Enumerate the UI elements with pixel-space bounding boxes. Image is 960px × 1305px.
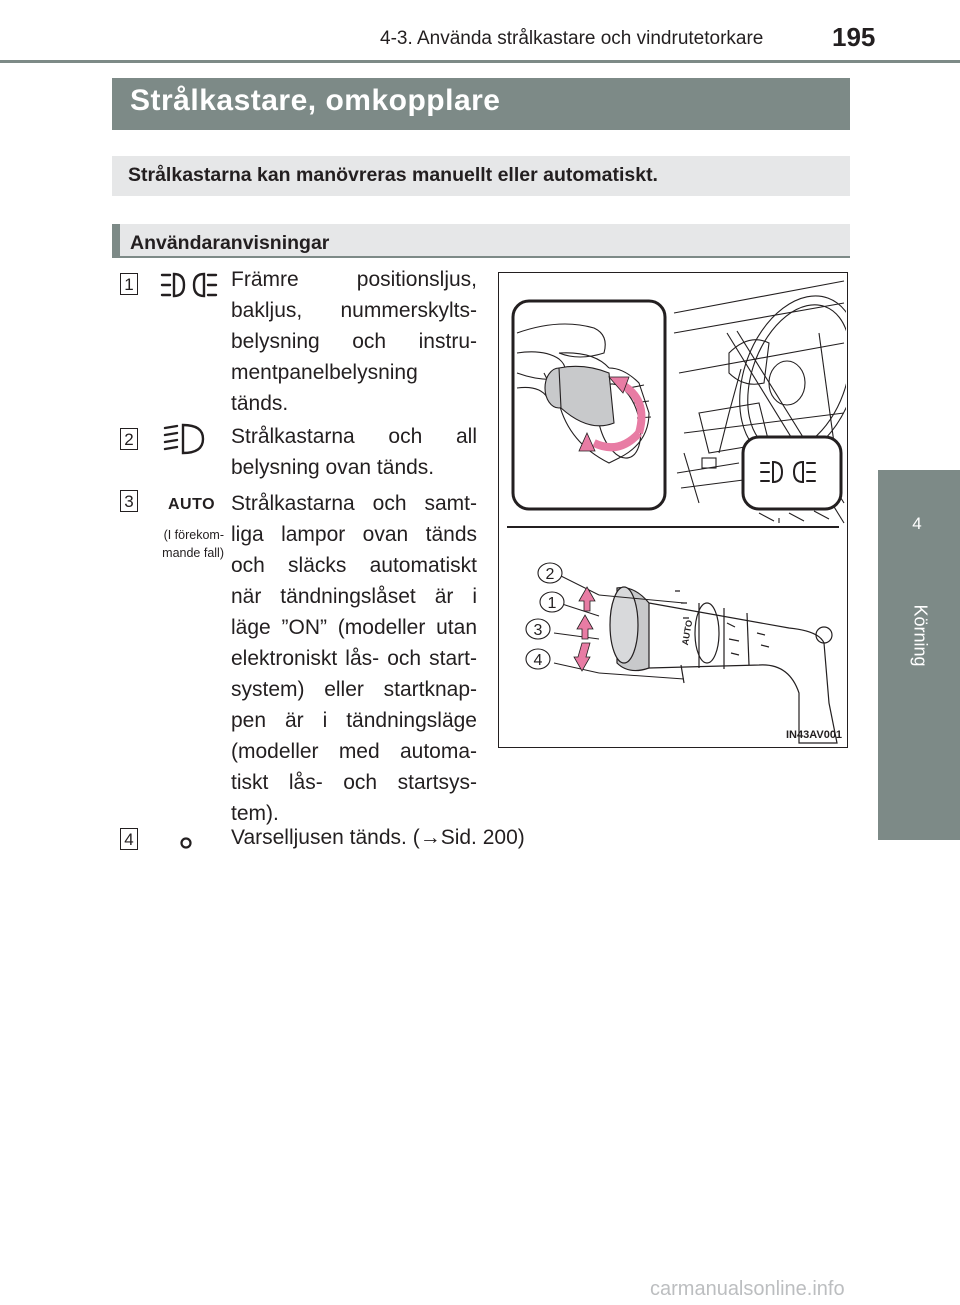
- item-number-2: 2: [120, 428, 138, 450]
- callout-4: 4: [533, 652, 543, 669]
- footer-watermark: carmanualsonline.info: [650, 1278, 845, 1300]
- header-rule: [0, 60, 960, 63]
- chapter-label: Körning: [910, 604, 931, 667]
- drl-icon: [178, 834, 194, 850]
- callout-1: 1: [547, 595, 557, 612]
- chapter-number: 4: [912, 514, 922, 533]
- item-text-4: Varselljusen tänds. (→Sid. 200): [231, 826, 525, 849]
- item-text-3: Strålkastarna och samt- liga lampor ovan tänds och släcks automatiskt när tändningslåset är i läge ”ON” (modeller utan elektroniskt lås- och start- system) eller startknap- pen är i tändningsläge (modeller med automa- tiskt lås- och startsys- tem).: [231, 492, 477, 825]
- callout-2: 2: [545, 566, 555, 583]
- auto-symbol: AUTO: [168, 496, 216, 513]
- item-text-1: Främre positionsljus, bakljus, nummerskylts- belysning och instru- mentpanelbelysning tänds.: [231, 268, 477, 415]
- item-text-2: Strålkastarna och all belysning ovan tänds.: [231, 425, 477, 479]
- item-number-1: 1: [120, 273, 138, 295]
- stalk-auto-label: AUTO: [680, 619, 695, 646]
- page-number: 195: [832, 22, 876, 52]
- section-heading: Användaranvisningar: [130, 232, 330, 254]
- illustration-frame: [498, 272, 848, 748]
- running-head: 4-3. Använda strålkastare och vindrutetorkare: [380, 28, 764, 49]
- position-light-icon: [160, 270, 218, 300]
- headlight-switch-illustration: [499, 273, 846, 746]
- page-title: Strålkastare, omkopplare: [130, 84, 501, 117]
- availability-note: (I förekom- mande fall): [162, 528, 224, 560]
- headlight-icon: [163, 422, 213, 456]
- item-number-3: 3: [120, 490, 138, 512]
- intro-text: Strålkastarna kan manövreras manuellt eller automatiskt.: [128, 164, 658, 186]
- callout-3: 3: [533, 622, 543, 639]
- item-number-4: 4: [120, 828, 138, 850]
- figure-code: IN43AV001: [786, 729, 843, 741]
